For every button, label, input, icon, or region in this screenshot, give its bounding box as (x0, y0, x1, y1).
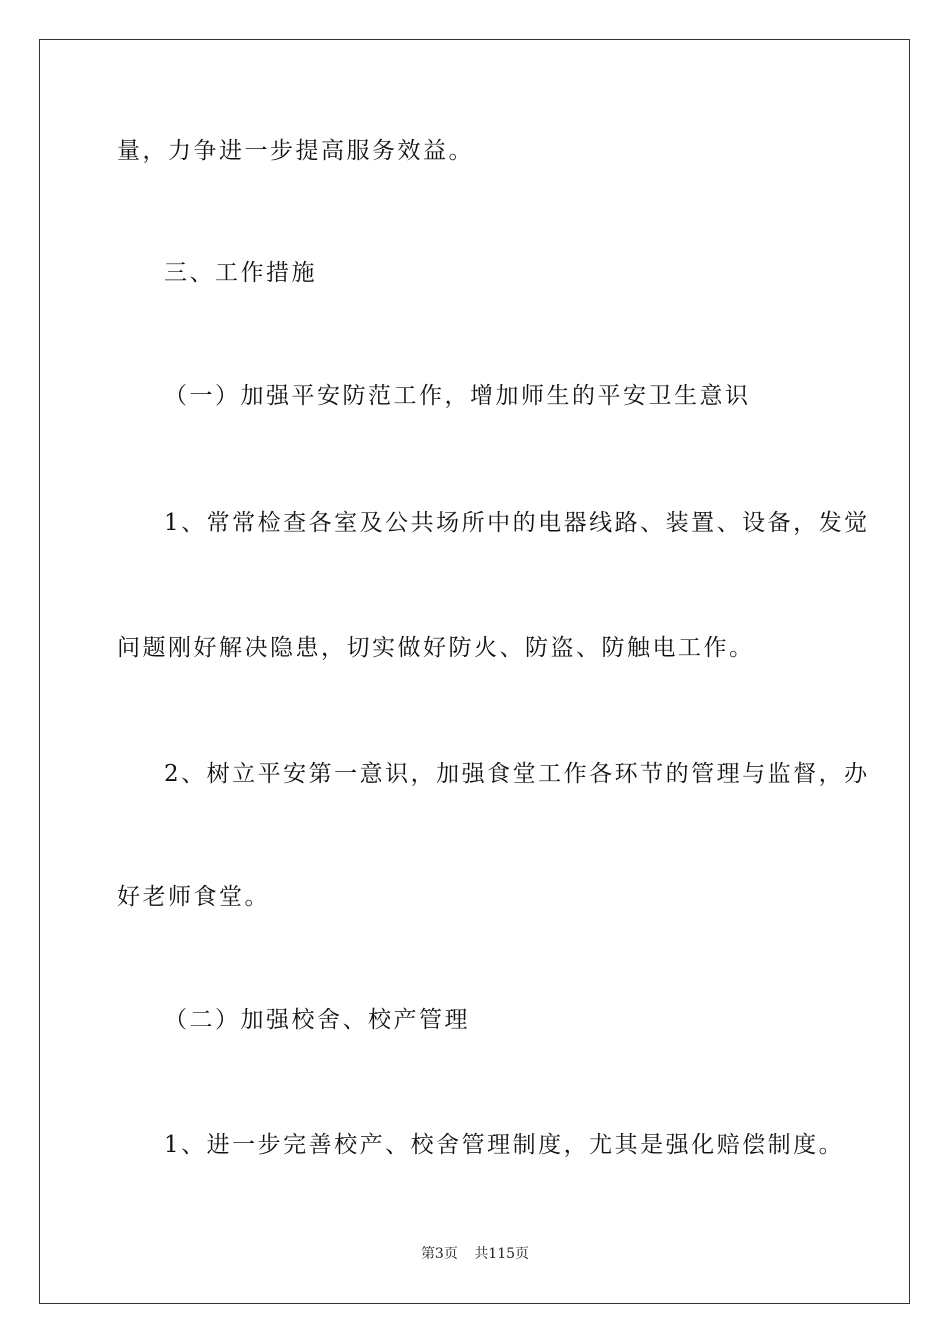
total-pages: 共115页 (474, 1246, 530, 1262)
text-line-1: 量，力争进一步提高服务效益。 (117, 138, 474, 164)
item-2-line-1: 2、树立平安第一意识，加强食堂工作各环节的管理与监督，办 (164, 761, 870, 787)
subsection-heading-2: （二）加强校舍、校产管理 (164, 1007, 470, 1033)
page-border (39, 39, 910, 1304)
page-footer (0, 1244, 950, 1264)
subsection-heading-1: （一）加强平安防范工作，增加师生的平安卫生意识 (164, 383, 751, 409)
item-2-line-2: 好老师食堂。 (117, 884, 270, 910)
item-1-line-2: 问题刚好解决隐患，切实做好防火、防盗、防触电工作。 (117, 635, 755, 661)
item-3-line-1: 1、进一步完善校产、校舍管理制度，尤其是强化赔偿制度。 (164, 1132, 845, 1158)
section-heading-3: 三、工作措施 (164, 260, 317, 286)
page-number: 第3页 (420, 1246, 458, 1262)
item-1-line-1: 1、常常检查各室及公共场所中的电器线路、装置、设备，发觉 (164, 510, 870, 536)
